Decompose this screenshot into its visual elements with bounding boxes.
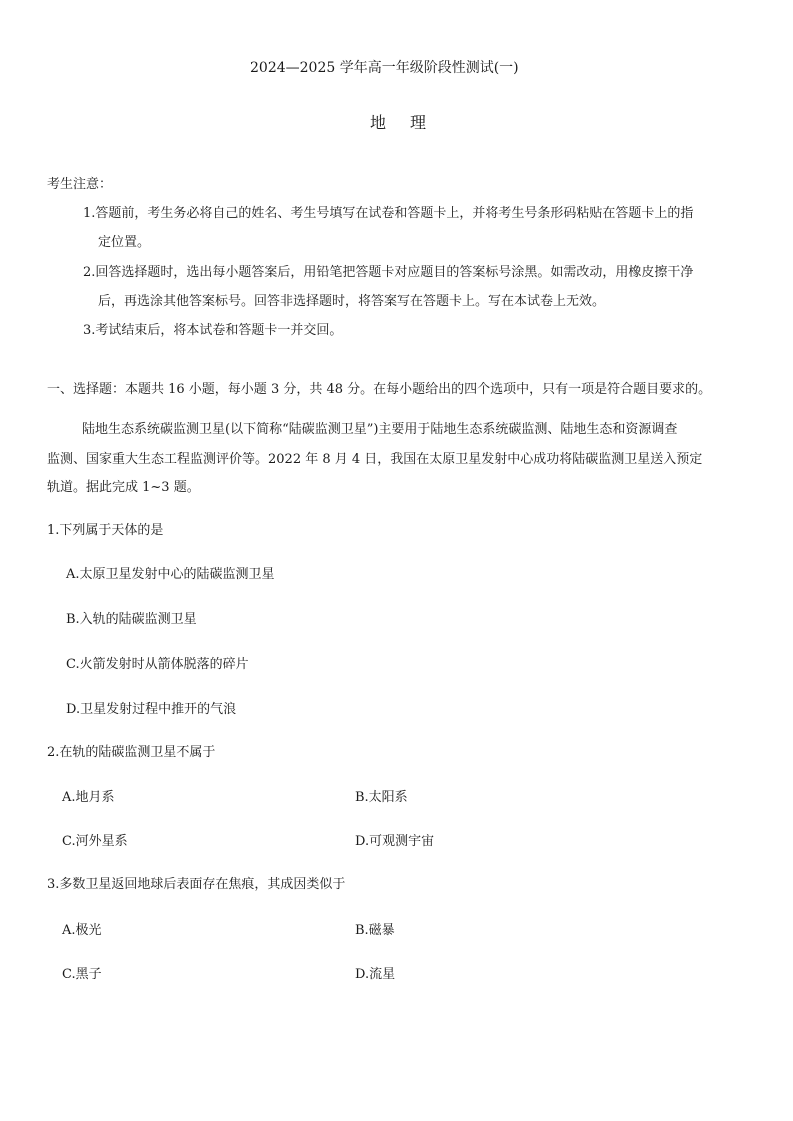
question-1-option-a: A.太原卫星发射中心的陆碳监测卫星 bbox=[66, 567, 275, 582]
question-1-option-c: C.火箭发射时从箭体脱落的碎片 bbox=[66, 657, 249, 672]
question-3-stem: 3.多数卫星返回地球后表面存在焦痕，其成因类似于 bbox=[47, 877, 346, 892]
passage-line-2: 监测、国家重大生态工程监测评价等。2022 年 8 月 4 日，我国在太原卫星发射中心成功将陆碳监测卫星送入预定 bbox=[47, 452, 703, 467]
notice-item-1-line-1: 1.答题前，考生务必将自己的姓名、考生号填写在试卷和答题卡上，并将考生号条形码粘贴在答题卡上的指 bbox=[83, 206, 694, 221]
question-2-option-c: C.河外星系 bbox=[62, 834, 128, 849]
question-3-option-c: C.黑子 bbox=[62, 967, 102, 982]
notice-item-2-line-1: 2.回答选择题时，选出每小题答案后，用铅笔把答题卡对应题目的答案标号涂黑。如需改动，用橡皮擦干净 bbox=[83, 265, 694, 280]
question-2-option-a: A.地月系 bbox=[62, 790, 115, 805]
notice-heading: 考生注意： bbox=[47, 177, 113, 192]
subject-title bbox=[370, 114, 426, 132]
notice-item-1-line-2: 定位置。 bbox=[98, 235, 151, 250]
notice-item-2-line-2: 后，再选涂其他答案标号。回答非选择题时，将答案写在答题卡上。写在本试卷上无效。 bbox=[98, 294, 606, 309]
question-2-option-b: B.太阳系 bbox=[355, 790, 408, 805]
notice-item-3: 3.考试结束后，将本试卷和答题卡一并交回。 bbox=[83, 323, 343, 338]
section-heading: 一、选择题：本题共 16 小题，每小题 3 分，共 48 分。在每小题给出的四个选项中，只有一项是符合题目要求的。 bbox=[47, 382, 712, 397]
question-1-option-b: B.入轨的陆碳监测卫星 bbox=[66, 612, 197, 627]
question-1-option-d: D.卫星发射过程中推开的气浪 bbox=[66, 702, 237, 717]
question-3-option-b: B.磁暴 bbox=[355, 923, 395, 938]
question-2-option-d: D.可观测宇宙 bbox=[355, 834, 435, 849]
subject-char-2: 理 bbox=[410, 113, 427, 132]
passage-line-3: 轨道。据此完成 1~3 题。 bbox=[47, 480, 200, 495]
exam-title: 2024—2025 学年高一年级阶段性测试(一) bbox=[250, 60, 519, 76]
question-2-stem: 2.在轨的陆碳监测卫星不属于 bbox=[47, 745, 216, 760]
question-3-option-a: A.极光 bbox=[62, 923, 102, 938]
subject-char-1: 地 bbox=[370, 113, 387, 132]
question-1-stem: 1.下列属于天体的是 bbox=[47, 523, 164, 538]
question-3-option-d: D.流星 bbox=[355, 967, 396, 982]
passage-line-1: 陆地生态系统碳监测卫星(以下简称“陆碳监测卫星”)主要用于陆地生态系统碳监测、陆地生态和资源调查 bbox=[82, 422, 678, 437]
